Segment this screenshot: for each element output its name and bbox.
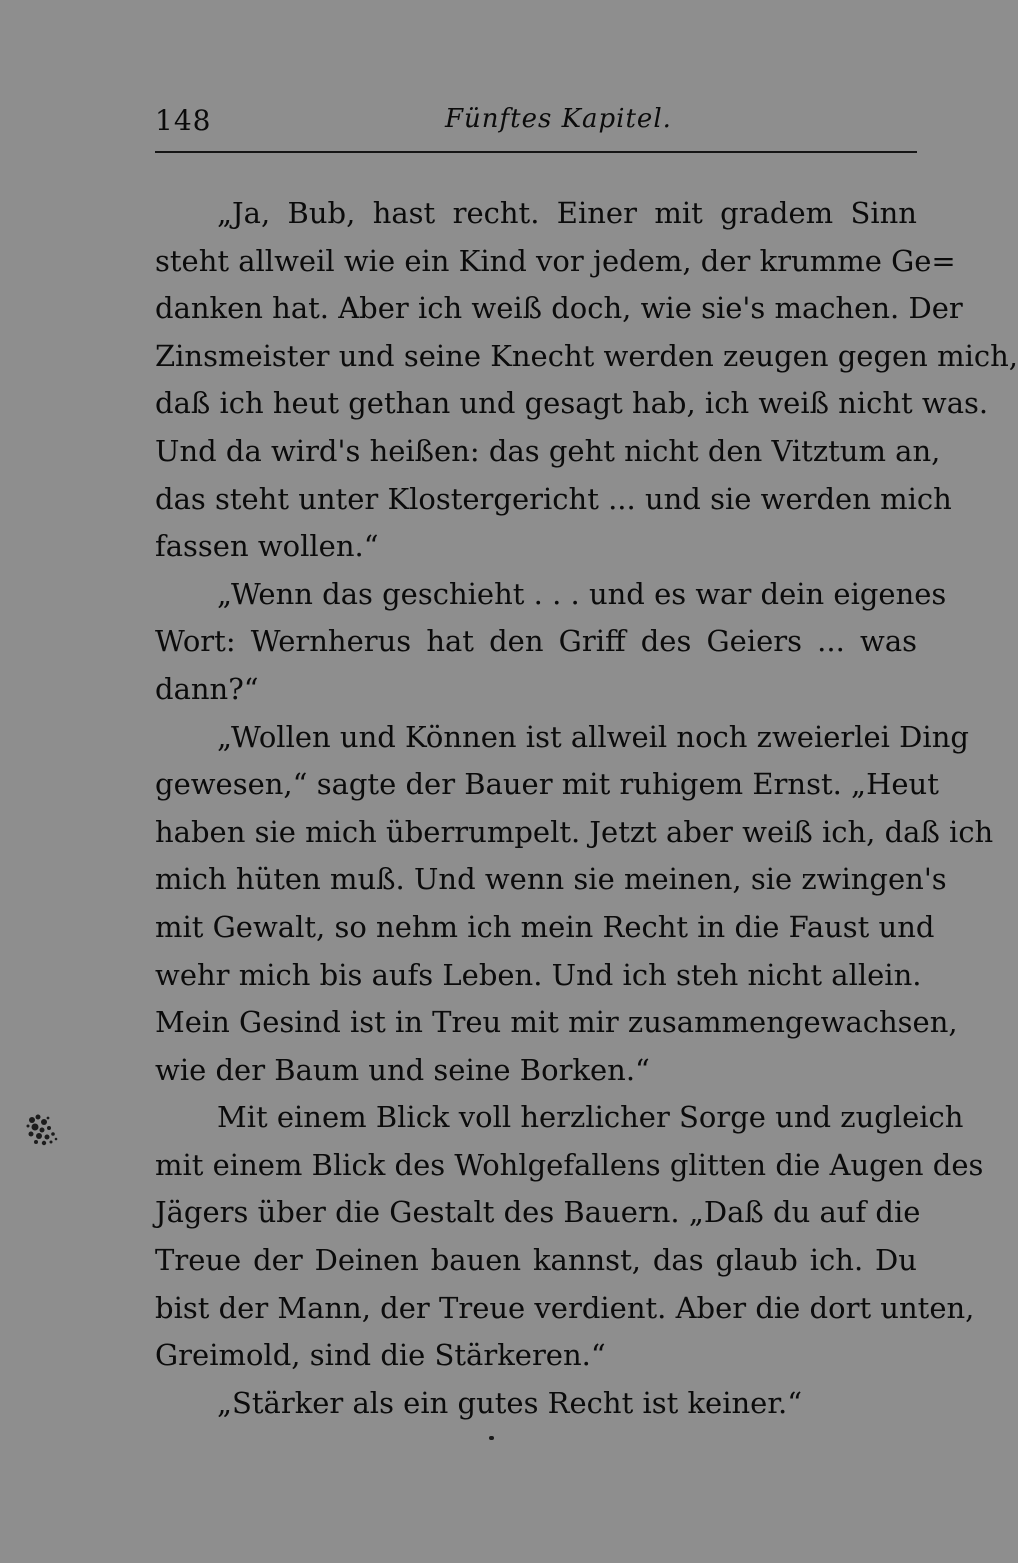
text-line: „Ja, Bub, hast recht. Einer mit gradem Sinn [217,196,917,230]
text-line: Jägers über die Gestalt des Bauern. „Daß du auf die [155,1195,921,1230]
text-line: „Wollen und Können ist allweil noch zweierlei Ding [217,719,969,754]
text-line: steht allweil wie ein Kind vor jedem, der krumme Ge= [155,243,956,278]
text-line: danken hat. Aber ich weiß doch, wie sie's machen. Der [155,291,963,326]
text-line: Mit einem Blick voll herzlicher Sorge und zugleich [217,1100,964,1135]
text-line: Und da wird's heißen: das geht nicht den Vitztum an, [155,433,941,468]
text-line: mit einem Blick des Wohlgefallens glitten die Augen des [155,1147,984,1182]
running-head: Fünftes Kapitel. [445,104,672,134]
text-line: daß ich heut gethan und gesagt hab, ich weiß nicht was. [155,386,989,421]
text-line: Wort: Wernherus hat den Griff des Geiers ... was [155,624,917,659]
text-line: dann?“ [155,671,259,706]
page-number: 148 [155,104,212,137]
text-line: haben sie mich überrumpelt. Jetzt aber weiß ich, daß ich [155,814,994,849]
header-rule [155,151,917,153]
text-body [155,190,1018,1427]
text-line: „Wenn das geschieht . . . und es war dein eigenes [217,576,947,611]
text-line: das steht unter Klostergericht ... und sie werden mich [155,481,952,516]
text-line: wehr mich bis aufs Leben. Und ich steh nicht allein. [155,957,922,992]
text-line: wie der Baum und seine Borken.“ [155,1052,650,1087]
text-line: fassen wollen.“ [155,529,379,564]
text-line: „Stärker als ein gutes Recht ist keiner.“ [217,1385,803,1420]
text-line: Mein Gesind ist in Treu mit mir zusammengewachsen, [155,1005,958,1040]
margin-smudge [22,1108,66,1152]
print-speck [489,1436,494,1440]
text-line: Treue der Deinen bauen kannst, das glaub ich. Du [155,1243,917,1278]
text-line: mit Gewalt, so nehm ich mein Recht in die Faust und [155,909,935,944]
text-line: Greimold, sind die Stärkeren.“ [155,1338,606,1373]
page-header [155,100,915,144]
text-line: Zinsmeister und seine Knecht werden zeugen gegen mich, [155,338,1018,373]
text-line: bist der Mann, der Treue verdient. Aber die dort unten, [155,1290,975,1325]
text-line: mich hüten muß. Und wenn sie meinen, sie zwingen's [155,862,947,897]
text-line: gewesen,“ sagte der Bauer mit ruhigem Ernst. „Heut [155,767,939,802]
